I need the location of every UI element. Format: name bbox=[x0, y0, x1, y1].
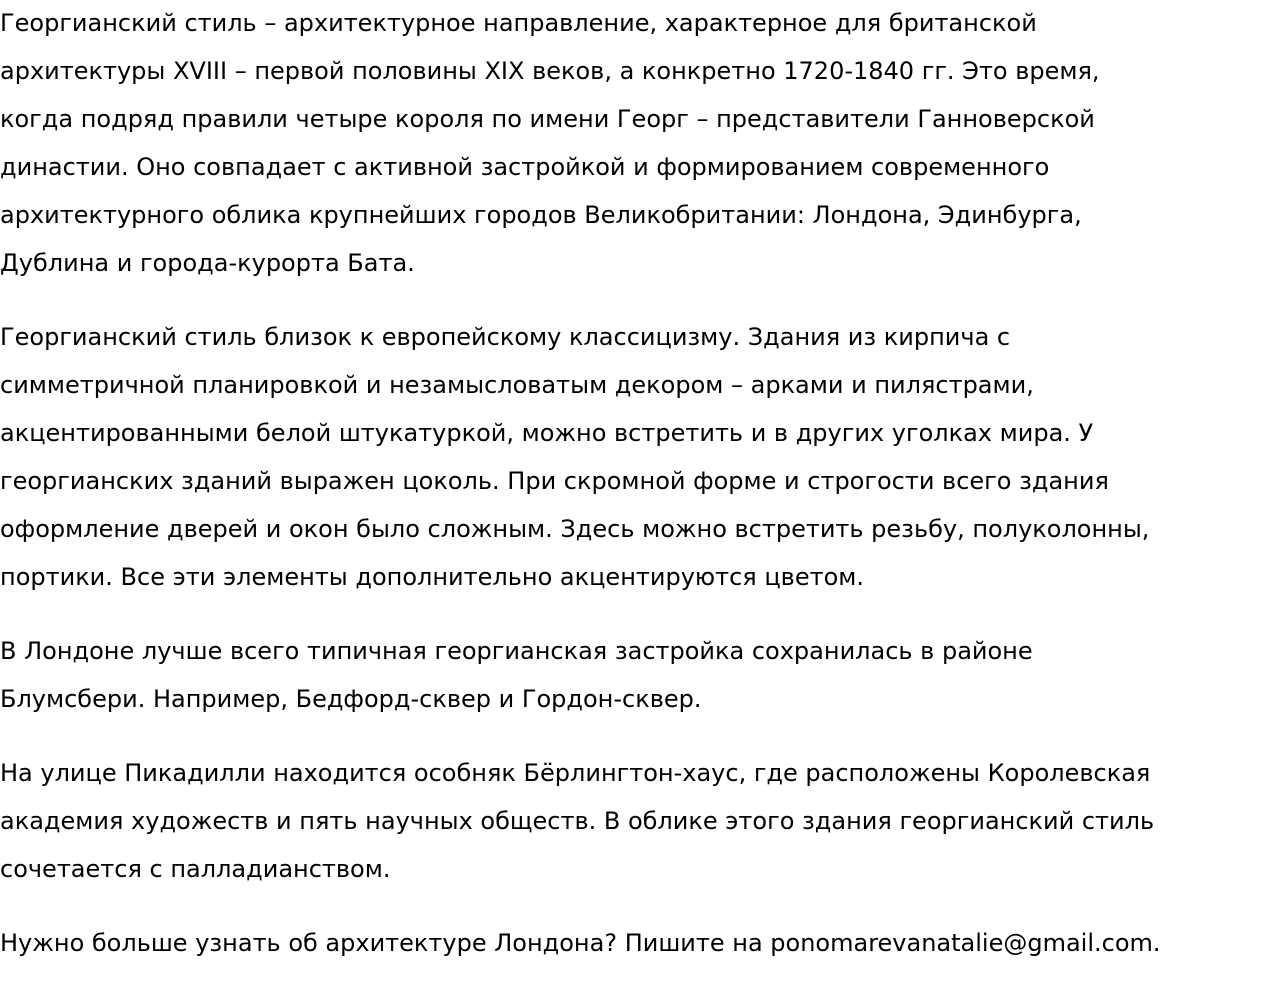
text-line: Дублина и города-курорта Бата. bbox=[0, 249, 415, 277]
text-line: Георгианский стиль – архитектурное направление, характерное для британской bbox=[0, 9, 1037, 37]
paragraph-bloomsbury bbox=[0, 628, 1270, 724]
text-line: акцентированными белой штукатуркой, можно встретить и в других уголках мира. У bbox=[0, 419, 1094, 447]
text-line: когда подряд правили четыре короля по имени Георг – представители Ганноверской bbox=[0, 105, 1095, 133]
paragraph-classicism bbox=[0, 314, 1270, 602]
paragraph-burlington-house bbox=[0, 750, 1270, 894]
paragraph-contact bbox=[0, 920, 1270, 968]
text-line: На улице Пикадилли находится особняк Бёрлингтон-хаус, где расположены Королевская bbox=[0, 759, 1151, 787]
text-line: георгианских зданий выражен цоколь. При скромной форме и строгости всего здания bbox=[0, 467, 1109, 495]
text-line: сочетается с палладианством. bbox=[0, 855, 391, 883]
paragraph-georgian-style-intro bbox=[0, 0, 1270, 288]
text-line: оформление дверей и окон было сложным. Здесь можно встретить резьбу, полуколонны, bbox=[0, 515, 1150, 543]
text-line: В Лондоне лучше всего типичная георгианская застройка сохранилась в районе bbox=[0, 637, 1033, 665]
text-line: портики. Все эти элементы дополнительно акцентируются цветом. bbox=[0, 563, 864, 591]
text-line: Георгианский стиль близок к европейскому классицизму. Здания из кирпича с bbox=[0, 323, 1011, 351]
text-line: Нужно больше узнать об архитектуре Лондона? Пишите на ponomarevanatalie@gmail.com. bbox=[0, 929, 1161, 957]
text-line: архитектурного облика крупнейших городов Великобритании: Лондона, Эдинбурга, bbox=[0, 201, 1082, 229]
text-line: академия художеств и пять научных обществ. В облике этого здания георгианский стиль bbox=[0, 807, 1155, 835]
text-line: династии. Оно совпадает с активной застройкой и формированием современного bbox=[0, 153, 1050, 181]
text-line: Блумсбери. Например, Бедфорд-сквер и Гордон-сквер. bbox=[0, 685, 702, 713]
text-line: архитектуры XVIII – первой половины XIX веков, а конкретно 1720-1840 гг. Это время, bbox=[0, 57, 1100, 85]
text-line: симметричной планировкой и незамысловатым декором – арками и пилястрами, bbox=[0, 371, 1034, 399]
